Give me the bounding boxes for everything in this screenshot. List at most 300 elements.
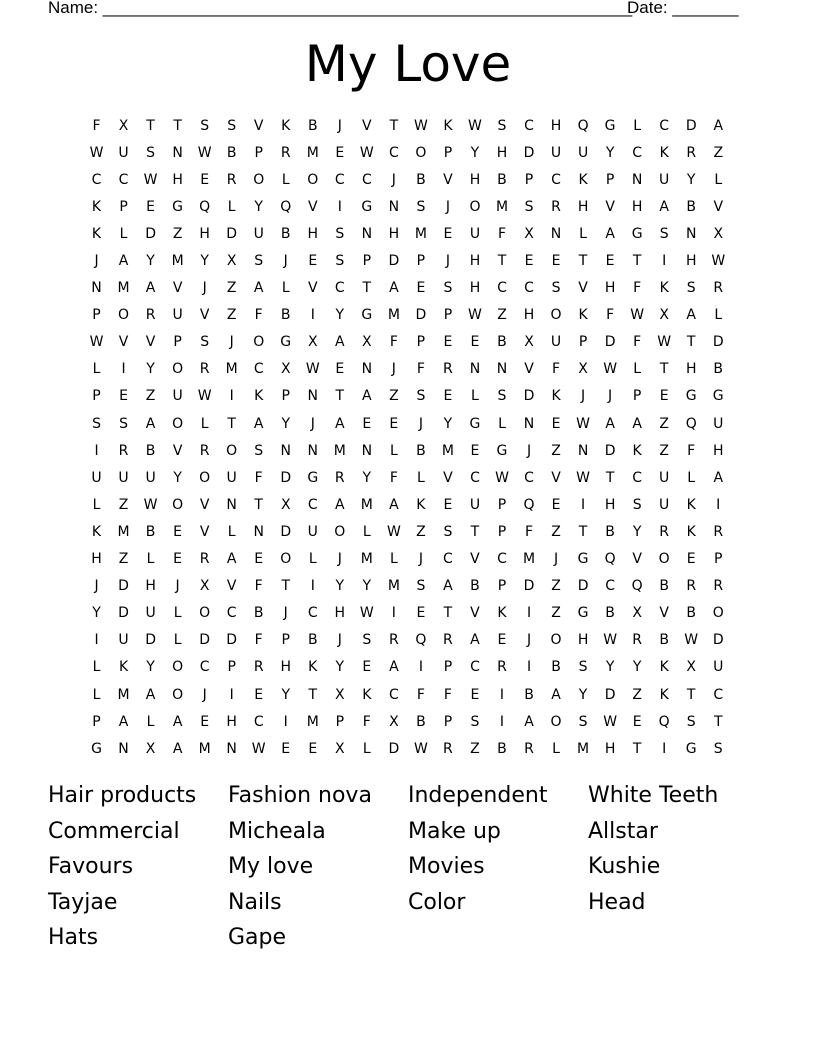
grid-letter: M (198, 740, 211, 757)
grid-letter: A (172, 713, 183, 730)
grid-letter: D (388, 253, 400, 270)
grid-letter: R (253, 659, 264, 676)
grid-letter: A (145, 280, 156, 297)
grid-letter: E (254, 551, 264, 568)
grid-letter: P (119, 198, 128, 215)
grid-letter: L (362, 523, 371, 540)
grid-letter: M (414, 225, 427, 242)
grid-letter: A (470, 632, 480, 649)
grid-letter: D (226, 225, 238, 242)
word-bank-item: Independent (408, 783, 548, 808)
grid-letter: G (712, 388, 724, 405)
grid-letter: M (333, 442, 346, 459)
grid-letter: Y (92, 605, 101, 622)
grid-letter: S (578, 659, 588, 676)
grid-letter: V (659, 605, 669, 622)
grid-letter: E (200, 713, 210, 730)
grid-letter: R (334, 469, 345, 486)
grid-letter: N (280, 442, 291, 459)
grid-letter: Z (145, 388, 156, 405)
grid-letter: J (526, 442, 532, 459)
grid-letter: I (662, 253, 667, 270)
grid-letter: W (576, 415, 590, 432)
grid-letter: S (416, 578, 426, 595)
grid-letter: S (443, 523, 453, 540)
grid-row (83, 735, 733, 762)
grid-letter: G (496, 442, 508, 459)
grid-letter: K (659, 659, 669, 676)
grid-letter: K (578, 307, 588, 324)
grid-letter: R (524, 740, 534, 757)
grid-letter: C (307, 605, 318, 622)
grid-letter: E (200, 171, 210, 188)
grid-letter: C (551, 171, 561, 188)
grid-letter: K (308, 659, 318, 676)
grid-letter: W (251, 740, 266, 757)
grid-letter: T (578, 523, 588, 540)
grid-letter: L (389, 551, 398, 568)
grid-row (83, 193, 733, 220)
grid-letter: H (604, 280, 616, 297)
grid-letter: L (119, 225, 128, 242)
grid-letter: B (416, 713, 426, 730)
grid-letter: Z (551, 442, 561, 459)
grid-letter: A (551, 686, 561, 703)
grid-letter: Y (254, 198, 263, 215)
grid-letter: V (632, 551, 642, 568)
grid-letter: N (172, 144, 183, 161)
word-bank-item: White Teeth (588, 783, 719, 808)
grid-letter: H (550, 117, 562, 134)
grid-letter: H (523, 307, 535, 324)
grid-letter: J (445, 253, 450, 270)
grid-letter: J (310, 415, 315, 432)
grid-letter: X (524, 225, 534, 242)
grid-letter: Q (199, 198, 211, 215)
grid-letter: P (497, 523, 507, 540)
grid-letter: P (497, 496, 507, 513)
grid-letter: I (526, 659, 532, 676)
grid-letter: E (119, 388, 128, 405)
grid-letter: S (497, 388, 507, 405)
grid-letter: N (361, 442, 373, 459)
letter-grid (83, 112, 733, 762)
grid-letter: G (307, 469, 319, 486)
word-bank-item: Hats (48, 925, 99, 951)
grid-letter: E (416, 280, 426, 297)
grid-letter: C (497, 551, 507, 568)
grid-letter: Y (146, 659, 155, 676)
grid-letter: A (605, 415, 615, 432)
grid-letter: N (388, 198, 400, 215)
grid-letter: W (197, 144, 212, 161)
grid-letter: R (145, 307, 156, 324)
grid-letter: H (604, 740, 616, 757)
grid-letter: E (551, 496, 561, 513)
grid-letter: K (443, 117, 453, 134)
grid-letter: R (551, 198, 561, 215)
grid-letter: V (713, 198, 724, 215)
grid-letter: G (469, 415, 481, 432)
grid-letter: O (172, 659, 184, 676)
grid-letter: B (605, 605, 615, 622)
grid-letter: N (496, 361, 508, 378)
grid-letter: S (686, 280, 696, 297)
grid-letter: Y (605, 144, 615, 161)
grid-letter: C (524, 469, 534, 486)
grid-letter: V (470, 551, 480, 568)
grid-letter: Y (335, 659, 345, 676)
grid-letter: D (226, 632, 238, 649)
grid-letter: K (578, 171, 588, 188)
grid-letter: F (633, 280, 642, 297)
grid-letter: R (659, 523, 670, 540)
grid-letter: V (307, 280, 318, 297)
word-bank-item: Favours (48, 854, 134, 880)
grid-letter: S (227, 117, 237, 134)
grid-letter: U (172, 388, 183, 405)
name-field-label: Name: ________________________________________________________ (48, 0, 633, 17)
grid-letter: H (172, 171, 183, 188)
grid-letter: B (659, 632, 669, 649)
grid-letter: Z (713, 144, 724, 161)
grid-letter: Z (118, 496, 129, 513)
grid-letter: V (524, 361, 534, 378)
grid-letter: O (199, 605, 211, 622)
grid-letter: Q (604, 551, 616, 568)
grid-letter: C (443, 551, 453, 568)
grid-letter: V (551, 469, 561, 486)
grid-letter: O (550, 713, 562, 730)
grid-letter: E (335, 361, 345, 378)
grid-letter: P (362, 253, 372, 270)
grid-letter: W (143, 171, 158, 188)
grid-letter: R (443, 361, 453, 378)
grid-letter: E (416, 605, 426, 622)
grid-letter: J (445, 198, 450, 215)
grid-letter: B (470, 578, 480, 595)
grid-letter: F (497, 225, 507, 242)
grid-letter: W (603, 713, 618, 730)
grid-row (83, 437, 733, 464)
grid-letter: X (578, 361, 588, 378)
grid-letter: T (578, 253, 588, 270)
grid-letter: J (94, 578, 99, 595)
grid-letter: M (225, 361, 238, 378)
grid-letter: H (496, 144, 508, 161)
grid-letter: G (604, 117, 616, 134)
grid-letter: P (92, 713, 101, 730)
grid-letter: R (388, 632, 399, 649)
grid-letter: V (118, 334, 129, 351)
grid-letter: S (659, 225, 669, 242)
grid-letter: Y (362, 578, 372, 595)
grid-letter: L (687, 469, 696, 486)
grid-letter: H (577, 198, 589, 215)
grid-letter: C (388, 686, 399, 703)
grid-letter: F (443, 686, 452, 703)
grid-letter: O (172, 496, 184, 513)
grid-row (83, 383, 733, 410)
grid-letter: U (145, 605, 156, 622)
grid-letter: M (306, 713, 319, 730)
grid-letter: M (360, 496, 373, 513)
grid-letter: L (227, 523, 236, 540)
grid-letter: Q (280, 198, 292, 215)
grid-letter: Z (497, 307, 507, 324)
grid-letter: T (497, 253, 507, 270)
grid-letter: T (389, 117, 399, 134)
grid-letter: E (443, 225, 453, 242)
grid-letter: Y (335, 307, 345, 324)
grid-letter: E (659, 388, 669, 405)
grid-letter: J (283, 605, 288, 622)
grid-row (83, 302, 733, 329)
grid-letter: T (362, 280, 372, 297)
grid-letter: B (280, 307, 291, 324)
grid-letter: L (714, 171, 723, 188)
grid-letter: P (92, 307, 101, 324)
grid-letter: B (497, 740, 507, 757)
grid-letter: U (577, 144, 589, 161)
grid-letter: K (686, 523, 696, 540)
grid-letter: K (632, 442, 642, 459)
grid-letter: E (362, 415, 372, 432)
grid-letter: Z (226, 280, 237, 297)
grid-letter: X (226, 253, 237, 270)
grid-letter: L (92, 361, 101, 378)
grid-letter: E (605, 253, 615, 270)
grid-letter: V (145, 334, 156, 351)
grid-letter: I (229, 388, 234, 405)
grid-letter: S (200, 334, 210, 351)
grid-letter: H (469, 171, 481, 188)
grid-letter: P (416, 334, 426, 351)
grid-letter: D (523, 578, 535, 595)
grid-letter: S (713, 740, 723, 757)
grid-letter: A (145, 686, 156, 703)
grid-letter: P (524, 171, 534, 188)
grid-letter: D (280, 469, 292, 486)
grid-letter: T (173, 117, 182, 134)
grid-letter: F (254, 632, 263, 649)
grid-letter: B (686, 198, 696, 215)
grid-letter: M (441, 442, 454, 459)
grid-letter: O (253, 171, 265, 188)
grid-letter: C (388, 144, 399, 161)
grid-letter: Z (632, 686, 642, 703)
grid-letter: E (308, 740, 318, 757)
grid-letter: U (91, 469, 102, 486)
grid-letter: J (608, 388, 613, 405)
grid-letter: U (659, 171, 670, 188)
grid-letter: V (253, 117, 264, 134)
grid-letter: U (659, 469, 670, 486)
grid-letter: G (685, 388, 697, 405)
grid-letter: W (495, 469, 509, 486)
word-bank-item: Kushie (588, 854, 661, 880)
grid-letter: E (443, 334, 453, 351)
grid-letter: S (200, 117, 210, 134)
grid-letter: C (226, 605, 237, 622)
grid-letter: A (389, 659, 399, 676)
grid-letter: U (118, 144, 129, 161)
grid-letter: G (631, 225, 643, 242)
grid-letter: D (118, 605, 129, 622)
grid-letter: K (551, 388, 561, 405)
grid-letter: C (334, 280, 345, 297)
grid-letter: M (360, 551, 373, 568)
grid-letter: N (685, 225, 697, 242)
grid-letter: T (227, 415, 236, 432)
grid-letter: L (173, 605, 182, 622)
grid-letter: G (361, 198, 373, 215)
grid-letter: R (280, 144, 291, 161)
grid-letter: B (145, 442, 156, 459)
grid-letter: H (685, 253, 697, 270)
grid-letter: K (497, 605, 507, 622)
grid-letter: K (659, 686, 669, 703)
grid-letter: X (118, 117, 129, 134)
grid-letter: D (712, 632, 724, 649)
grid-letter: M (387, 307, 400, 324)
grid-row (83, 464, 733, 491)
grid-letter: O (253, 334, 265, 351)
grid-letter: U (550, 144, 562, 161)
grid-letter: N (469, 361, 481, 378)
grid-letter: L (173, 632, 182, 649)
grid-letter: B (226, 144, 237, 161)
grid-letter: W (603, 632, 618, 649)
grid-letter: C (253, 361, 264, 378)
grid-letter: F (552, 361, 561, 378)
grid-letter: I (526, 605, 532, 622)
grid-row (83, 410, 733, 437)
grid-letter: L (200, 415, 209, 432)
grid-letter: P (443, 307, 453, 324)
grid-letter: W (603, 361, 618, 378)
word-bank-item: Gape (228, 925, 287, 951)
grid-letter: N (118, 740, 129, 757)
grid-letter: S (686, 713, 696, 730)
grid-letter: V (605, 198, 615, 215)
grid-letter: L (92, 659, 101, 676)
grid-letter: Y (578, 686, 588, 703)
grid-letter: K (416, 496, 426, 513)
grid-letter: Y (632, 659, 642, 676)
grid-letter: M (171, 253, 184, 270)
grid-letter: Q (523, 496, 535, 513)
grid-letter: J (418, 415, 423, 432)
grid-letter: A (172, 740, 183, 757)
grid-row (83, 600, 733, 627)
grid-letter: B (253, 605, 264, 622)
grid-letter: K (254, 388, 264, 405)
grid-letter: Y (335, 578, 345, 595)
grid-letter: D (415, 307, 427, 324)
grid-letter: S (416, 388, 426, 405)
grid-letter: O (712, 605, 724, 622)
grid-letter: E (686, 551, 696, 568)
grid-letter: I (94, 442, 99, 459)
grid-letter: Y (173, 469, 182, 486)
grid-letter: U (469, 225, 481, 242)
grid-letter: O (550, 307, 562, 324)
grid-letter: U (145, 469, 156, 486)
grid-letter: X (713, 225, 724, 242)
grid-letter: P (254, 144, 263, 161)
grid-letter: W (143, 496, 158, 513)
grid-letter: J (202, 280, 207, 297)
grid-letter: Z (659, 442, 669, 459)
grid-letter: F (92, 117, 101, 134)
grid-letter: T (443, 605, 453, 622)
grid-letter: L (714, 307, 723, 324)
word-bank-item: Movies (408, 854, 485, 880)
grid-letter: F (416, 686, 425, 703)
grid-letter: Y (470, 144, 480, 161)
grid-letter: Y (443, 415, 453, 432)
grid-letter: T (686, 686, 696, 703)
grid-letter: C (659, 117, 670, 134)
grid-letter: J (94, 253, 99, 270)
grid-letter: U (172, 307, 183, 324)
grid-letter: R (226, 171, 237, 188)
grid-letter: D (199, 632, 211, 649)
word-bank-item: Commercial (48, 818, 180, 844)
grid-letter: N (631, 171, 643, 188)
grid-letter: X (389, 713, 399, 730)
grid-letter: D (604, 686, 616, 703)
grid-letter: S (254, 253, 264, 270)
grid-letter: W (359, 144, 374, 161)
grid-letter: R (199, 442, 210, 459)
word-bank-item: Allstar (588, 818, 658, 844)
grid-letter: K (659, 280, 669, 297)
grid-row (83, 112, 733, 139)
grid-letter: E (173, 551, 183, 568)
grid-letter: A (226, 551, 237, 568)
grid-letter: P (92, 388, 101, 405)
grid-letter: Q (577, 117, 589, 134)
grid-letter: O (172, 361, 184, 378)
grid-letter: P (281, 388, 290, 405)
grid-letter: O (334, 523, 346, 540)
grid-letter: A (713, 117, 724, 134)
word-bank-item: Head (588, 889, 646, 915)
grid-letter: Z (659, 415, 669, 432)
grid-letter: S (335, 225, 345, 242)
grid-letter: E (281, 740, 291, 757)
grid-letter: S (92, 415, 101, 432)
grid-letter: B (659, 578, 669, 595)
grid-letter: M (117, 280, 130, 297)
grid-letter: G (280, 334, 292, 351)
grid-letter: B (497, 334, 507, 351)
grid-letter: W (305, 361, 320, 378)
grid-letter: O (172, 686, 184, 703)
grid-letter: R (713, 280, 724, 297)
grid-letter: A (389, 280, 399, 297)
grid-letter: G (577, 551, 589, 568)
grid-letter: M (495, 198, 509, 215)
grid-letter: L (362, 740, 371, 757)
grid-letter: N (253, 523, 264, 540)
grid-letter: J (337, 632, 342, 649)
grid-letter: W (386, 523, 401, 540)
grid-letter: E (551, 253, 561, 270)
grid-letter: D (685, 117, 697, 134)
